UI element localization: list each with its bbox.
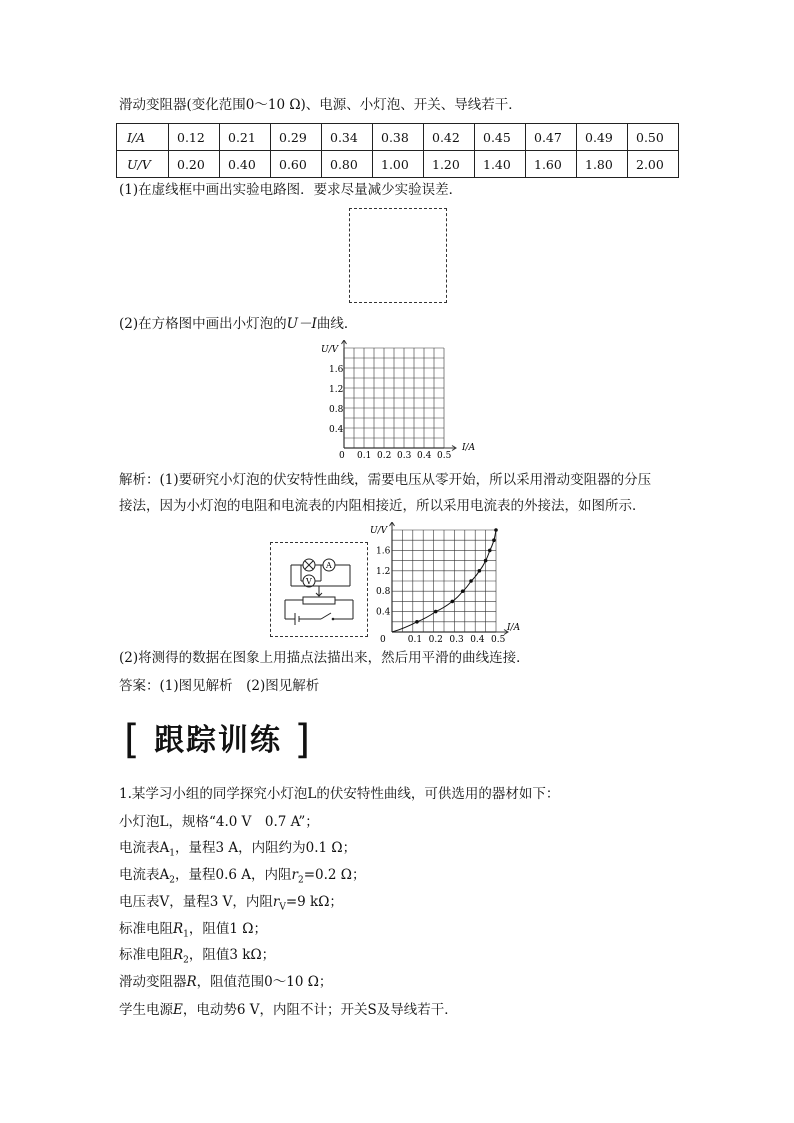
chart-x-tick: 0: [380, 635, 386, 642]
problem-1: 1.某学习小组的同学探究小灯泡L的伏安特性曲线，可供选用的器材如下：: [119, 786, 560, 802]
chart-y-tick: 1.6: [376, 546, 391, 557]
variable: r: [272, 894, 280, 910]
item-text: ，阻值范围0～10 Ω；: [196, 974, 333, 990]
data-point: [492, 538, 496, 542]
data-point: [478, 569, 482, 573]
question-2: [119, 315, 357, 333]
chart-x-label: I/A: [507, 623, 521, 633]
switch-icon: [321, 613, 331, 619]
table-cell: 0.21: [220, 124, 271, 151]
item-text: 学生电源: [119, 1002, 173, 1018]
chart-y-tick: 1.2: [376, 566, 391, 577]
table-cell: 0.60: [271, 151, 322, 178]
chart-x-tick: 0.1: [407, 635, 423, 642]
y-tick-label: 0.8: [329, 405, 344, 415]
table-cell: 2.00: [628, 151, 679, 178]
table-cell: 0.42: [424, 124, 475, 151]
empty-grid-figure: [310, 340, 490, 465]
subscript: V: [279, 902, 286, 913]
data-point: [488, 549, 492, 553]
subscript: 1: [183, 929, 189, 940]
item-text: ，量程0.6 A，内阻: [174, 867, 292, 883]
subscript: 2: [169, 875, 175, 886]
chart-x-tick: 0.5: [491, 635, 506, 642]
chart-y-label: U/V: [370, 526, 388, 536]
table-row: [117, 151, 679, 178]
variable: r: [291, 867, 298, 883]
table-row: [117, 124, 679, 151]
chart-x-tick: 0.2: [428, 635, 443, 642]
item-text: 电压表V，量程3 V，内阻: [119, 894, 273, 910]
item-text: 电流表A: [119, 840, 170, 856]
data-point: [434, 610, 438, 614]
variable: R: [173, 947, 184, 963]
x-tick-label: 0.2: [377, 451, 392, 461]
item-text: ，量程3 A，内阻约为0.1 Ω；: [174, 840, 357, 856]
rheostat-icon: [303, 597, 335, 604]
data-table: [116, 123, 679, 178]
q2-formula: U－I: [286, 316, 317, 332]
data-point: [484, 559, 488, 563]
item-resistor-1: [119, 920, 267, 944]
x-tick-label: 0.3: [397, 451, 412, 461]
data-point: [494, 528, 498, 532]
item-text: 滑动变阻器: [119, 974, 187, 990]
data-point: [469, 579, 473, 583]
analysis-line-2: 接法，因为小灯泡的电阻和电流表的内阻相接近，所以采用电流表的外接法，如图所示．: [119, 498, 646, 514]
q2-suffix: 曲线．: [316, 316, 358, 332]
table-cell: 1.20: [424, 151, 475, 178]
table-cell: 0.80: [322, 151, 373, 178]
item-resistor-2: [119, 946, 275, 970]
analysis-line-1: 解析：(1)要研究小灯泡的伏安特性曲线，需要电压从零开始，所以采用滑动变阻器的分压: [119, 472, 652, 488]
item-ammeter-2: [119, 866, 365, 890]
chart-x-tick: 0.3: [449, 635, 464, 642]
intro-line: 滑动变阻器(变化范围0～10 Ω)、电源、小灯泡、开关、导线若干．: [119, 97, 522, 113]
table-cell: 0.34: [322, 124, 373, 151]
data-point: [461, 589, 465, 593]
y-tick-label: 1.2: [329, 385, 344, 395]
row-header: U/V: [117, 151, 169, 178]
item-ammeter-1: [119, 839, 356, 863]
answer: 答案：(1)图见解析 (2)图见解析: [119, 678, 320, 694]
variable: E: [173, 1002, 183, 1018]
item-voltmeter: [119, 893, 343, 917]
origin-label: 0: [339, 451, 345, 461]
y-tick-label: 1.6: [329, 365, 344, 375]
table-cell: 1.00: [373, 151, 424, 178]
chart-grid: [390, 522, 509, 635]
chart-x-tick: 0.4: [470, 635, 485, 642]
variable: R: [173, 921, 184, 937]
item-text: 标准电阻: [119, 947, 173, 963]
variable: R: [186, 974, 197, 990]
chart-y-tick: 0.4: [376, 607, 391, 618]
chart-y-tick: 0.8: [376, 587, 391, 598]
x-tick-label: 0.1: [357, 451, 372, 461]
x-tick-label: 0.4: [417, 451, 432, 461]
q2-prefix: (2)在方格图中画出小灯泡的: [119, 316, 287, 332]
voltmeter-label: V: [306, 577, 312, 586]
y-tick-label: 0.4: [329, 425, 344, 435]
table-cell: 1.80: [577, 151, 628, 178]
item-power-supply: [119, 1001, 458, 1019]
section-heading: [124, 714, 313, 763]
x-tick-label: 0.5: [437, 451, 452, 461]
table-cell: 0.50: [628, 124, 679, 151]
item-text: 标准电阻: [119, 921, 173, 937]
item-text: =9 kΩ；: [285, 894, 343, 910]
data-point: [451, 600, 455, 604]
heading-title: 跟踪训练: [154, 723, 283, 758]
row-header: I/A: [117, 124, 169, 151]
heading-open-bracket: [: [124, 717, 142, 763]
table-cell: 1.40: [475, 151, 526, 178]
table-cell: 0.12: [169, 124, 220, 151]
table-cell: 0.40: [220, 151, 271, 178]
x-axis-label: I/A: [462, 443, 476, 453]
item-text: ，阻值3 kΩ；: [188, 947, 276, 963]
data-point: [415, 620, 419, 624]
y-axis-label: U/V: [321, 345, 339, 355]
step-2: (2)将测得的数据在图象上用描点法描出来，然后用平滑的曲线连接．: [119, 650, 530, 666]
item-rheostat: [119, 973, 332, 991]
item-lamp: 小灯泡L，规格“4.0 V 0.7 A”；: [119, 814, 319, 830]
grid-lines: [342, 340, 457, 451]
ui-curve-chart: [368, 522, 528, 642]
table-cell: 0.45: [475, 124, 526, 151]
heading-close-bracket: ]: [294, 717, 313, 763]
empty-circuit-box: [349, 208, 447, 303]
table-cell: 0.49: [577, 124, 628, 151]
table-cell: 0.29: [271, 124, 322, 151]
table-cell: 0.38: [373, 124, 424, 151]
ammeter-label: A: [326, 561, 332, 570]
subscript: 1: [169, 848, 175, 859]
item-text: ，电动势6 V，内阻不计；开关S及导线若干．: [182, 1002, 458, 1018]
table-cell: 0.47: [526, 124, 577, 151]
item-text: ，阻值1 Ω；: [188, 921, 267, 937]
circuit-diagram: [271, 543, 367, 636]
item-text: =0.2 Ω；: [303, 867, 366, 883]
table-cell: 0.20: [169, 151, 220, 178]
table-cell: 1.60: [526, 151, 577, 178]
subscript: 2: [297, 875, 304, 886]
question-1: (1)在虚线框中画出实验电路图．要求尽量减少实验误差．: [119, 182, 463, 198]
circuit-diagram-box: [270, 542, 368, 637]
subscript: 2: [183, 955, 189, 966]
item-text: 电流表A: [119, 867, 170, 883]
